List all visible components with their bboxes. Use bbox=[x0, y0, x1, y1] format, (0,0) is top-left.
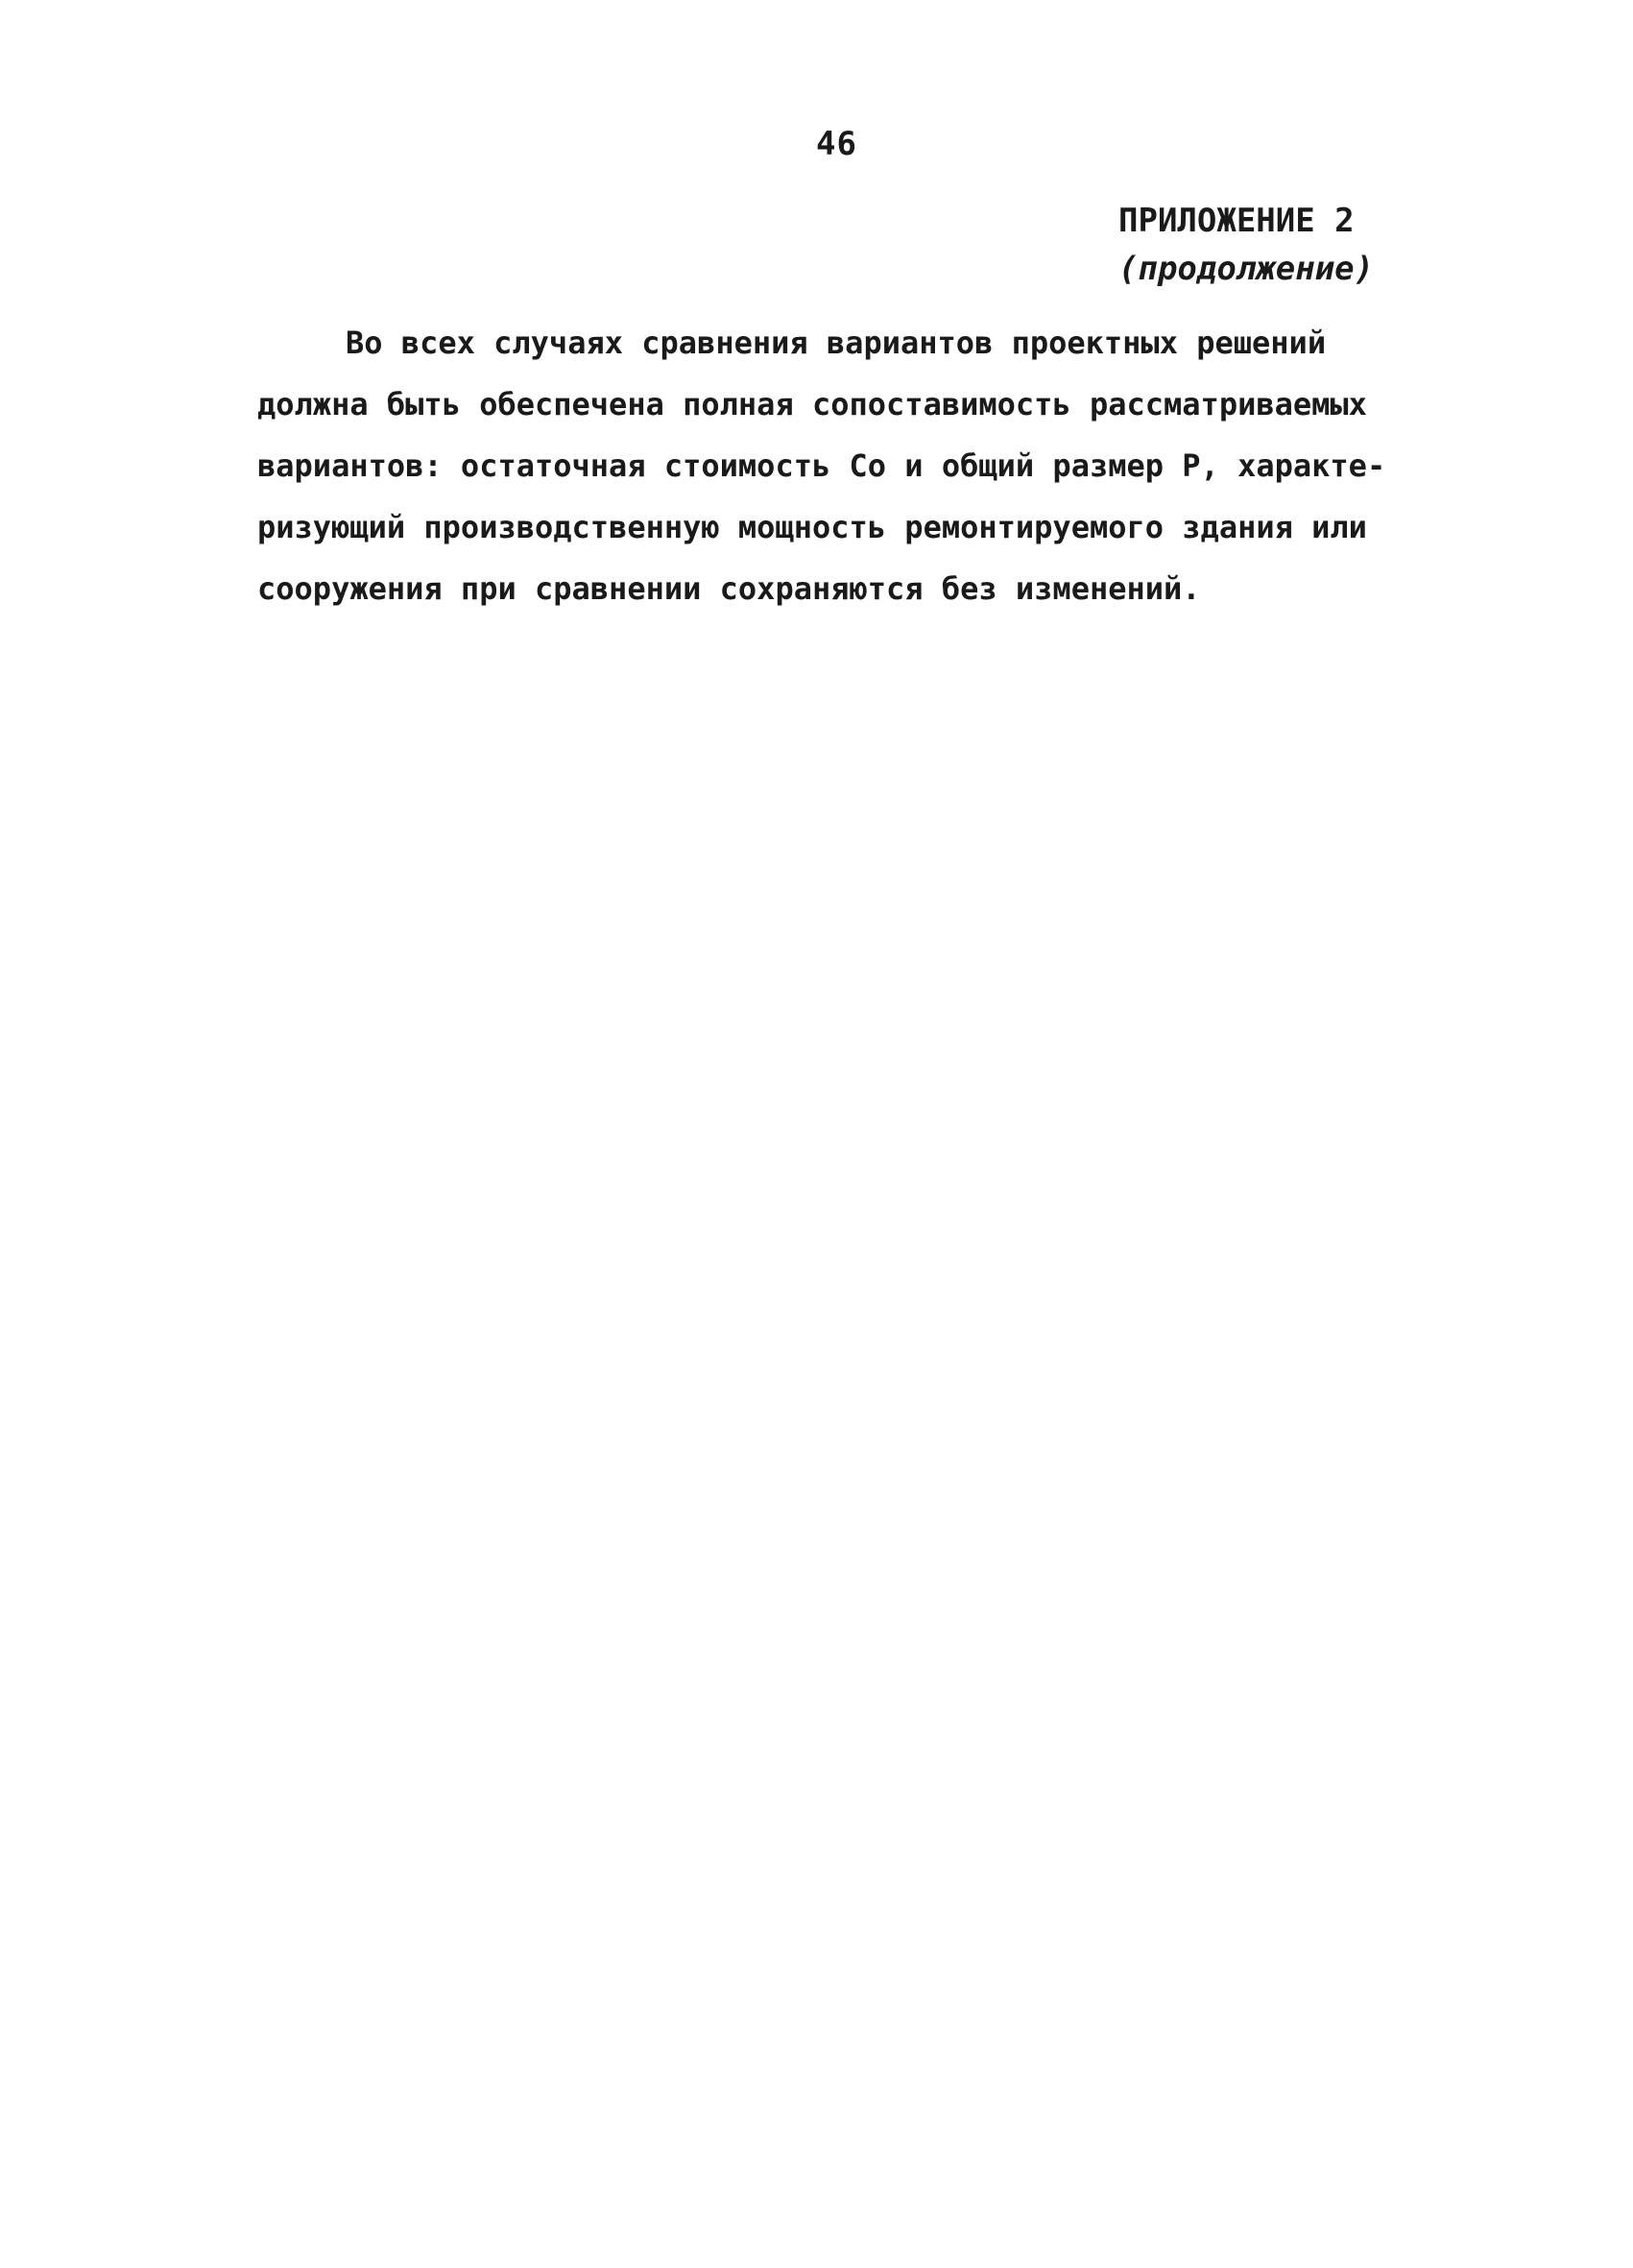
paragraph-line: Во всех случаях сравнения вариантов проектных решений bbox=[346, 325, 1327, 361]
appendix-title: ПРИЛОЖЕНИЕ 2 bbox=[1118, 202, 1355, 240]
body-paragraph bbox=[257, 312, 1385, 619]
paragraph-line: ризующий производственную мощность ремонтируемого здания или bbox=[257, 509, 1367, 545]
paragraph-line: должна быть обеспечена полная сопоставимость рассматриваемых bbox=[257, 386, 1367, 422]
paragraph-line: вариантов: остаточная стоимость Со и общий размер Р, характе- bbox=[257, 447, 1386, 484]
appendix-subtitle: (продолжение) bbox=[1118, 250, 1375, 288]
paragraph-line: сооружения при сравнении сохраняются без изменений. bbox=[257, 570, 1201, 607]
appendix-heading bbox=[1118, 197, 1375, 293]
page-number: 46 bbox=[816, 125, 857, 163]
